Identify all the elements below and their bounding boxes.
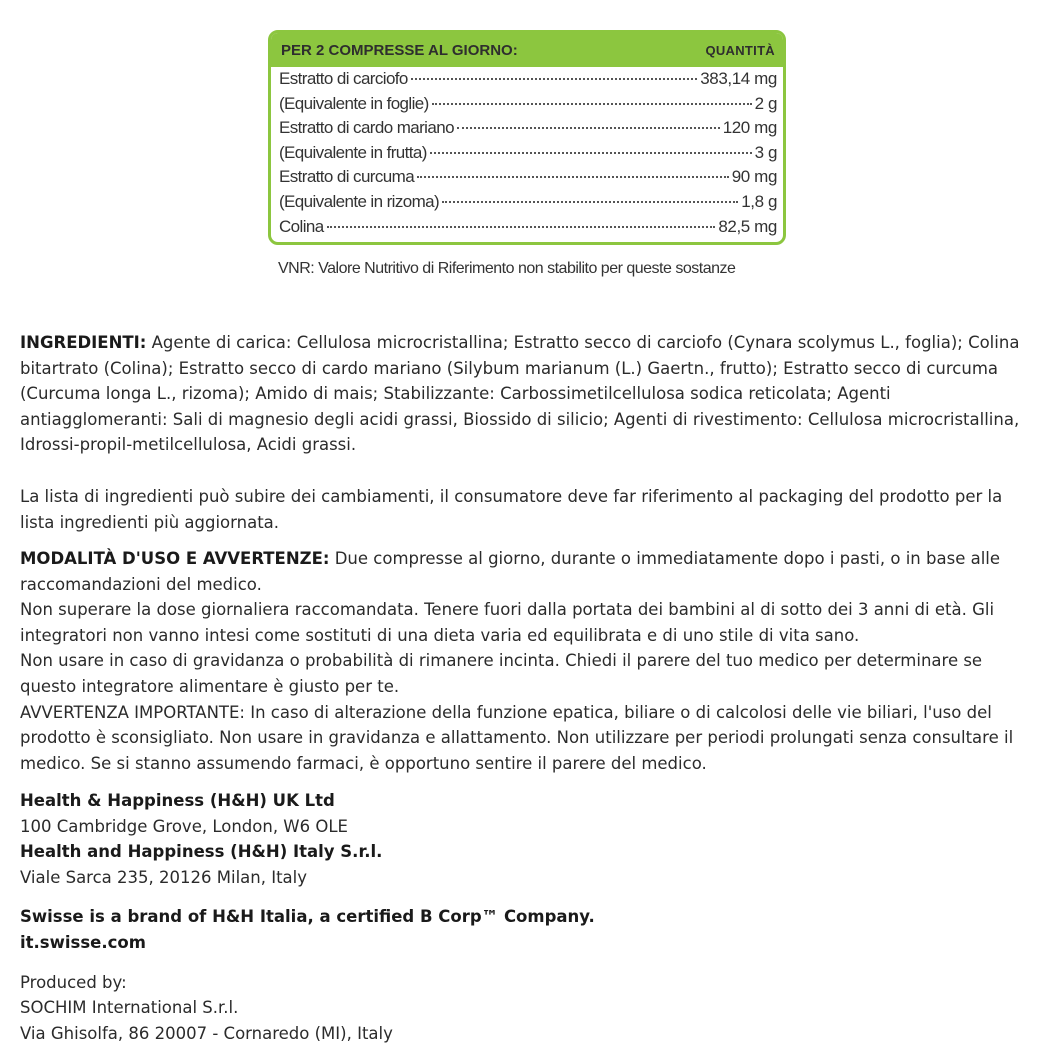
supplement-facts-table bbox=[268, 30, 786, 245]
uk-company-address: 100 Cambridge Grove, London, W6 OLE bbox=[20, 816, 348, 836]
brand-line: Swisse is a brand of H&H Italia, a certified B Corp™ Company. bbox=[20, 907, 595, 927]
produced-by-label: Produced by: bbox=[20, 972, 127, 992]
nutrient-value: 383,14 mg bbox=[700, 69, 777, 88]
nutrient-value: 82,5 mg bbox=[718, 216, 777, 236]
nutrient-value: 120 mg bbox=[722, 118, 777, 138]
ingredients-label: INGREDIENTI: bbox=[20, 333, 147, 352]
dot-leader bbox=[327, 226, 716, 228]
dot-leader bbox=[442, 201, 738, 203]
dot-leader bbox=[457, 127, 720, 129]
warning-3: AVVERTENZA IMPORTANTE: In caso di alterazione della funzione epatica, biliare o di calcolosi delle vie biliari, l'uso del prodotto è sconsigliato. Non usare in gravidanza e allattamento. Non utilizzare per periodi prolungati senza consultare il medico. Se si stanno assumendo farmaci, è opportuno sentire il parere del medico. bbox=[20, 702, 1014, 773]
dot-leader bbox=[432, 103, 752, 105]
ingredients-notice: La lista di ingredienti può subire dei cambiamenti, il consumatore deve far riferimento al packaging del prodotto per la lista ingredienti più aggiornata. bbox=[20, 487, 1003, 532]
table-rows bbox=[271, 67, 783, 241]
table-row bbox=[279, 192, 777, 217]
warning-2: Non usare in caso di gravidanza o probabilità di rimanere incinta. Chiedi il parere del tuo medico per determinare se questo integratore alimentare è giusto per te. bbox=[20, 651, 983, 696]
table-row bbox=[279, 69, 777, 94]
table-header-quantity: QUANTITÀ bbox=[705, 42, 775, 58]
nutrient-name: (Equivalente in foglie) bbox=[279, 93, 429, 113]
warning-1: Non superare la dose giornaliera raccomandata. Tenere fuori dalla portata dei bambini al di sotto dei 3 anni di età. Gli integratori non vanno intesi come sostituti di una dieta varia ed equilibrata e di uno stile di vita sano. bbox=[20, 600, 995, 645]
it-company-address: Viale Sarca 235, 20126 Milan, Italy bbox=[20, 867, 308, 887]
nutrient-name: Colina bbox=[279, 216, 324, 236]
nutrient-value: 2 g bbox=[754, 93, 777, 113]
usage-section bbox=[20, 546, 1040, 776]
company-section bbox=[20, 788, 1040, 1046]
ingredients-paragraph bbox=[20, 330, 1040, 458]
it-company-name: Health and Happiness (H&H) Italy S.r.l. bbox=[20, 842, 383, 862]
nutrient-name: (Equivalente in frutta) bbox=[279, 142, 427, 162]
vnr-note: VNR: Valore Nutritivo di Riferimento non stabilito per queste sostanze bbox=[278, 260, 736, 277]
nutrient-value: 3 g bbox=[754, 142, 777, 162]
table-row bbox=[279, 167, 777, 192]
nutrient-name: (Equivalente in rizoma) bbox=[279, 191, 440, 211]
nutrient-name: Estratto di carciofo bbox=[279, 69, 408, 88]
nutrient-value: 90 mg bbox=[731, 167, 777, 187]
producer-address: Via Ghisolfa, 86 20007 - Cornaredo (MI), Italy bbox=[20, 1023, 393, 1043]
ingredients-text: Agente di carica: Cellulosa microcristallina; Estratto secco di carciofo (Cynara scolymus L., foglia); Colina bitartrato (Colina); Estratto secco di cardo mariano (Silybum marianum (L.) Gaertn., frutto); Estratto secco di curcuma (Curcuma longa L., rizoma); Amido di mais; Stabilizzante: Carbossimetilcellulosa sodica reticolata; Agenti antiagglomeranti: Sali di magnesio degli acidi grassi, Biossido di silicio; Agenti di rivestimento: Cellulosa microcristallina, Idrossi-propil-metilcellulosa, Acidi grassi. bbox=[20, 333, 1020, 455]
uk-company-name: Health & Happiness (H&H) UK Ltd bbox=[20, 791, 335, 810]
nutrient-value: 1,8 g bbox=[741, 191, 777, 211]
producer-name: SOCHIM International S.r.l. bbox=[20, 998, 239, 1018]
table-row bbox=[279, 217, 777, 242]
usage-text: Due compresse al giorno, durante o immediatamente dopo i pasti, o in base alle raccomandazioni del medico. bbox=[20, 549, 1001, 594]
usage-paragraph bbox=[20, 546, 1040, 597]
ingredients-section bbox=[20, 330, 1040, 458]
nutrient-name: Estratto di curcuma bbox=[279, 167, 415, 187]
table-header bbox=[271, 33, 783, 67]
table-row bbox=[279, 143, 777, 168]
nutrient-name: Estratto di cardo mariano bbox=[279, 118, 454, 138]
ingredients-notice-section bbox=[20, 484, 1040, 535]
usage-label: MODALITÀ D'USO E AVVERTENZE: bbox=[20, 549, 330, 568]
table-row bbox=[279, 118, 777, 143]
dot-leader bbox=[417, 176, 729, 178]
website-link[interactable]: it.swisse.com bbox=[20, 932, 146, 952]
table-row bbox=[279, 94, 777, 119]
table-header-dose: PER 2 COMPRESSE AL GIORNO: bbox=[281, 41, 518, 59]
dot-leader bbox=[411, 78, 697, 80]
dot-leader bbox=[430, 152, 752, 154]
